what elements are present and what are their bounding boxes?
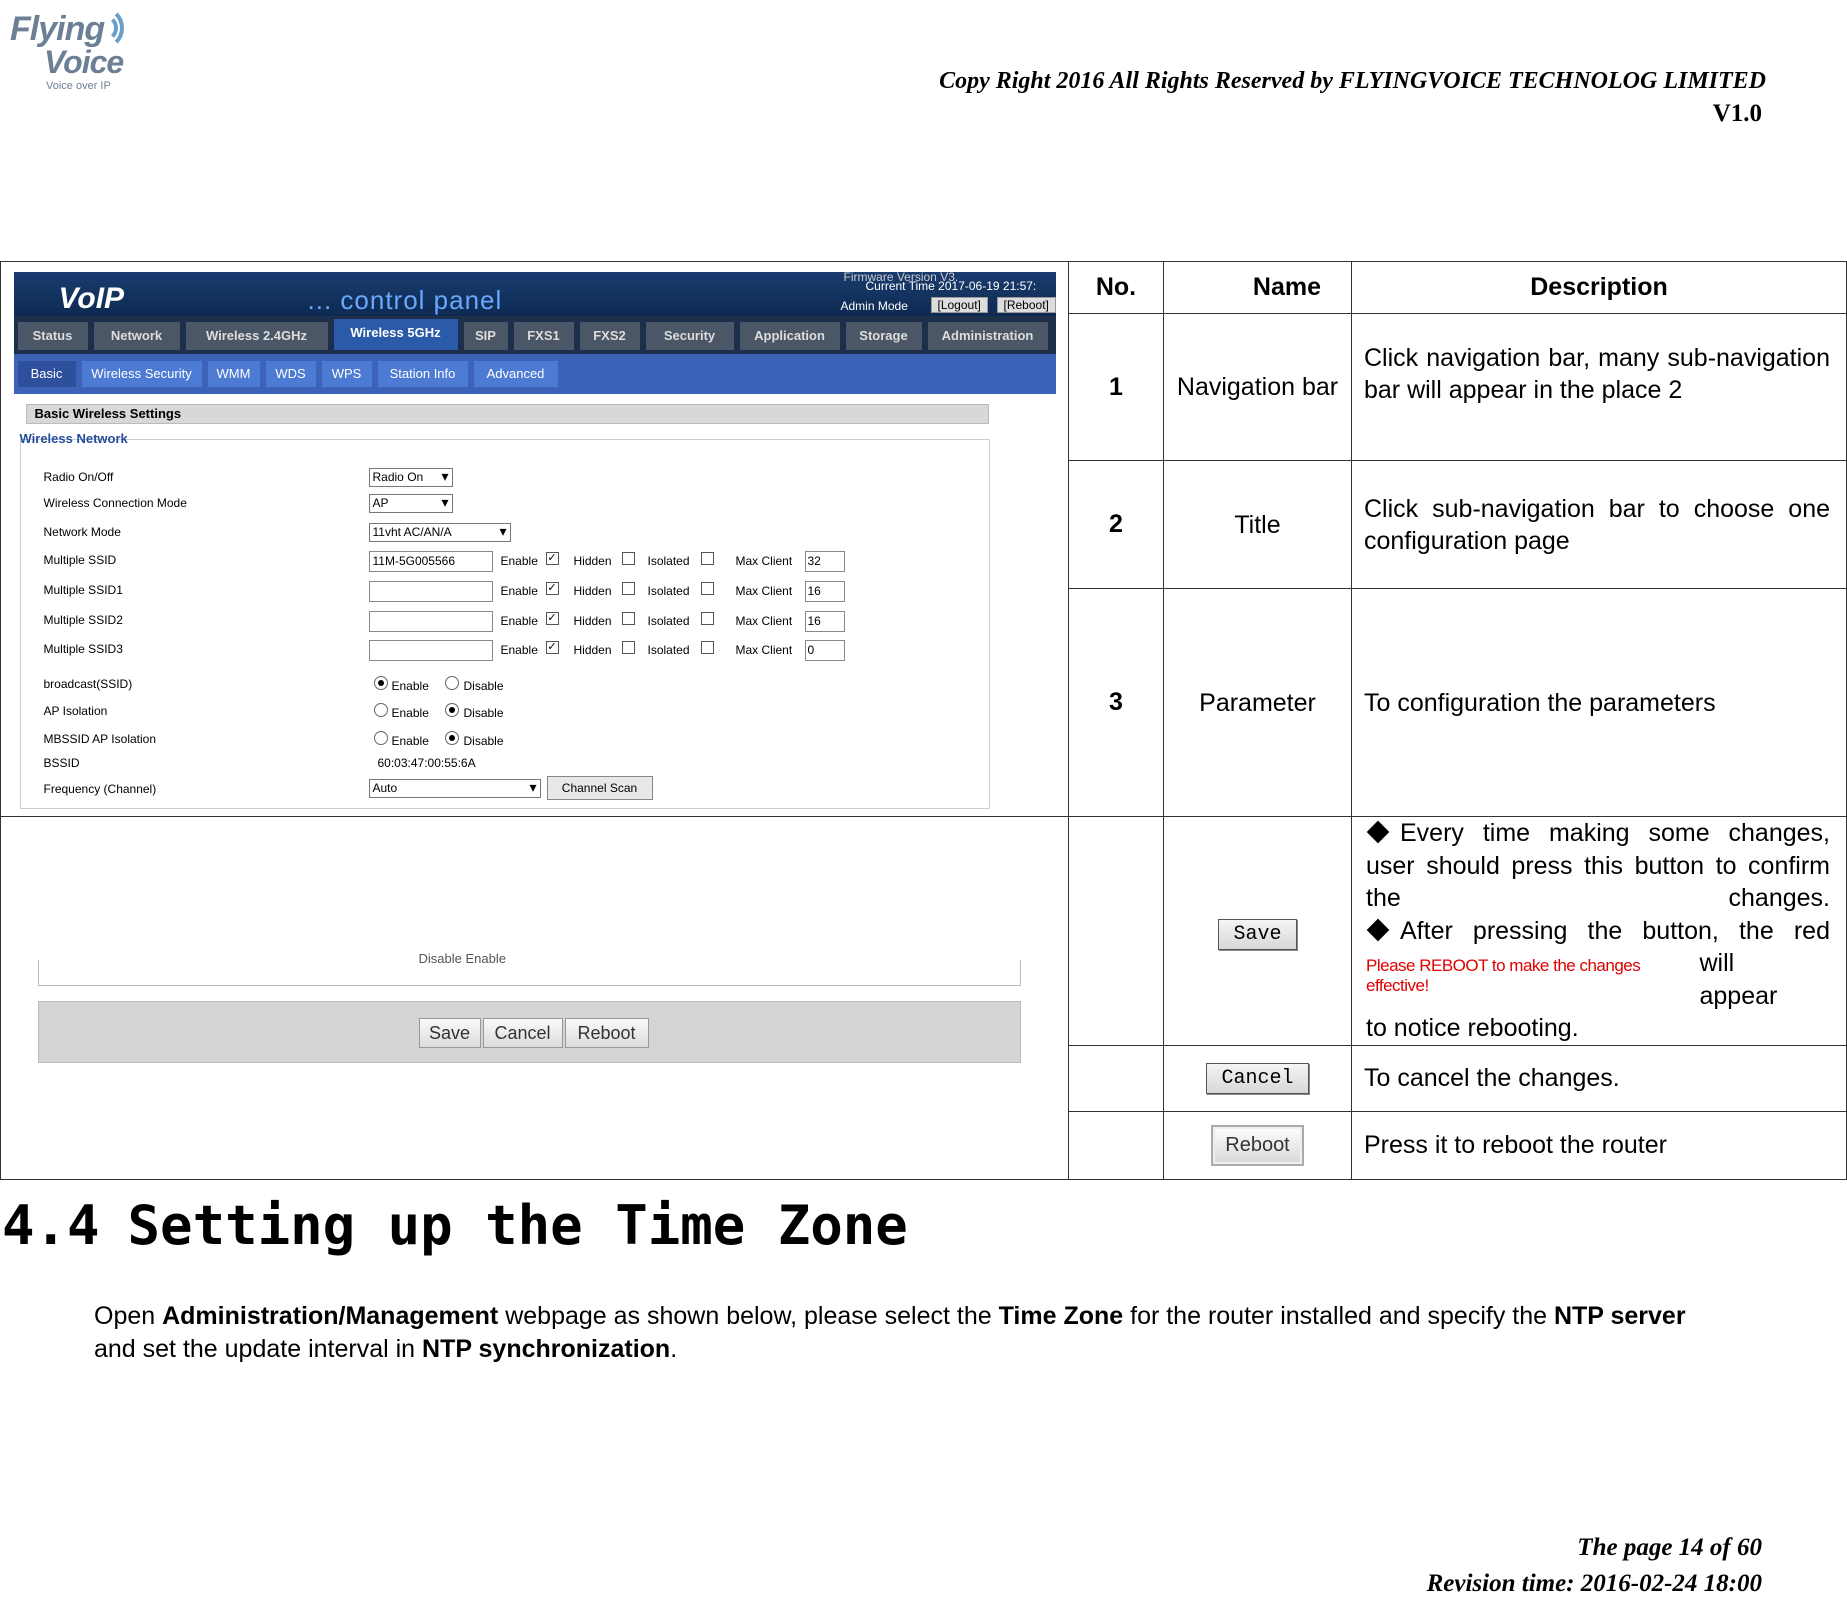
section-title: Setting up the Time Zone (127, 1194, 908, 1257)
row-description: To cancel the changes. (1352, 1045, 1847, 1111)
enable-label: Enable (500, 643, 538, 657)
version-text: V1.0 (1712, 100, 1762, 127)
row-name: Title (1164, 461, 1352, 589)
ap-iso-enable-radio[interactable] (374, 703, 388, 717)
tab-storage[interactable]: Storage (846, 322, 922, 350)
copyright-text: Copy Right 2016 All Rights Reserved by FLYINGVOICE TECHNOLOG LIMITED (939, 68, 1766, 94)
mbssid-label: MBSSID AP Isolation (43, 732, 156, 746)
save-button-image: Save (1218, 919, 1296, 950)
diamond-bullet-icon (1367, 918, 1390, 941)
tab-status[interactable]: Status (18, 322, 88, 350)
save-bullet-2-line3: to notice rebooting. (1366, 1014, 1579, 1042)
subtab-wireless-security[interactable]: Wireless Security (82, 361, 202, 387)
cp-logo: VoIP (58, 282, 125, 315)
row-description: Click sub-navigation bar to choose one configuration page (1352, 461, 1847, 589)
radio-label: Radio On/Off (43, 470, 114, 484)
cp-reboot-button[interactable]: [Reboot] (997, 297, 1056, 313)
cancel-button-image: Cancel (1206, 1063, 1308, 1094)
hidden-checkbox[interactable] (622, 612, 635, 625)
logo-tagline: Voice over IP (46, 80, 111, 92)
subtab-advanced[interactable]: Advanced (474, 361, 558, 387)
cp-group-title: Wireless Network (19, 431, 128, 446)
net-mode-select[interactable]: 11vht AC/AN/A ▾ (369, 523, 511, 542)
isolated-label: Isolated (647, 584, 690, 598)
reboot-button[interactable]: Reboot (565, 1018, 649, 1048)
enable-label: Enable (500, 554, 538, 568)
broadcast-label: broadcast(SSID) (43, 677, 133, 691)
max-client-input[interactable]: 0 (805, 640, 845, 661)
broadcast-enable-radio[interactable] (374, 676, 388, 690)
ssid1-label: Multiple SSID1 (43, 583, 123, 597)
net-mode-label: Network Mode (43, 525, 121, 539)
ap-iso-disable-radio[interactable] (445, 703, 459, 717)
max-client-label: Max Client (735, 554, 793, 568)
freq-label: Frequency (Channel) (43, 782, 157, 796)
mbssid-enable-radio[interactable] (374, 731, 388, 745)
enable-checkbox[interactable]: ✓ (547, 612, 557, 624)
cp-section-title: Basic Wireless Settings (26, 404, 989, 424)
max-client-label: Max Client (735, 643, 793, 657)
row-description: Click navigation bar, many sub-navigation bar will appear in the place 2 (1352, 314, 1847, 461)
isolated-label: Isolated (647, 554, 690, 568)
ssid-label: Multiple SSID (43, 553, 117, 567)
subtab-basic[interactable]: Basic (18, 361, 76, 387)
hidden-label: Hidden (573, 614, 612, 628)
ssid2-input[interactable] (369, 611, 493, 632)
ssid3-input[interactable] (369, 640, 493, 661)
mbssid-disable-radio[interactable] (445, 731, 459, 745)
row-no (1069, 1045, 1164, 1111)
bssid-label: BSSID (43, 756, 80, 770)
reboot-message: Please REBOOT to make the changes effective! (1366, 956, 1641, 995)
hidden-checkbox[interactable] (622, 582, 635, 595)
tab-wireless-5[interactable]: Wireless 5GHz (334, 319, 458, 350)
hidden-checkbox[interactable] (622, 641, 635, 654)
control-panel-screenshot (14, 272, 1056, 804)
isolated-checkbox[interactable] (701, 641, 714, 654)
enable-checkbox[interactable]: ✓ (547, 582, 557, 594)
row-description (1352, 817, 1847, 1046)
ssid-input[interactable]: 11M-5G005566 (369, 551, 493, 572)
row-no: 1 (1069, 314, 1164, 461)
disable-label: Disable (463, 706, 504, 720)
revision-time: Revision time: 2016-02-24 18:00 (1426, 1570, 1762, 1597)
tab-network[interactable]: Network (94, 322, 180, 350)
subtab-wds[interactable]: WDS (266, 361, 316, 387)
disable-label: Disable (463, 679, 504, 693)
row-name (1164, 1045, 1352, 1111)
row-name: Navigation bar (1164, 314, 1352, 461)
cp-admin-mode: Admin Mode (840, 299, 908, 313)
cp-header (14, 272, 1056, 316)
cancel-button[interactable]: Cancel (483, 1018, 563, 1048)
max-client-input[interactable]: 32 (805, 551, 845, 572)
screenshot2-cell (1, 817, 1069, 1180)
cp-firmware: Firmware Version V3. (843, 270, 959, 284)
disable-label: Disable (463, 734, 504, 748)
save-bullet-2-line2: Please REBOOT to make the changes effective! will appear (1366, 949, 1778, 1010)
cp-current-time: Current Time 2017-06-19 21:57: (865, 279, 1037, 293)
hidden-label: Hidden (573, 584, 612, 598)
cp-sub-tabs (14, 354, 1056, 394)
logo-text-voice: Voice (44, 44, 124, 80)
row-no: 3 (1069, 589, 1164, 817)
ssid1-input[interactable] (369, 581, 493, 602)
description-table (0, 261, 1847, 1180)
ssid3-label: Multiple SSID3 (43, 642, 123, 656)
cut-radio-text: Disable Enable (418, 950, 506, 966)
save-bullet-2: After pressing the button, the red (1366, 915, 1830, 948)
ap-isolation-label: AP Isolation (43, 704, 108, 718)
bssid-value: 60:03:47:00:55:6A (377, 756, 476, 770)
hidden-checkbox[interactable] (622, 552, 635, 565)
row-description: Press it to reboot the router (1352, 1111, 1847, 1179)
cp-logout-button[interactable]: [Logout] (931, 297, 988, 313)
row-no (1069, 817, 1164, 1046)
row-no: 2 (1069, 461, 1164, 589)
subtab-wps[interactable]: WPS (322, 361, 372, 387)
enable-label: Enable (391, 706, 429, 720)
row-no (1069, 1111, 1164, 1179)
enable-label: Enable (500, 614, 538, 628)
tab-sip[interactable]: SIP (464, 322, 508, 350)
conn-mode-select[interactable]: AP ▾ (369, 494, 453, 513)
broadcast-disable-radio[interactable] (445, 676, 459, 690)
cp-main-tabs (14, 316, 1056, 354)
logo-text-flying: Flying (10, 10, 105, 48)
save-bullet-1: Every time making some changes, user should press this button to confirm the changes. (1366, 819, 1830, 912)
page-footer (1427, 1530, 1762, 1602)
subtab-wmm[interactable]: WMM (208, 361, 260, 387)
reboot-button-image: Reboot (1211, 1125, 1304, 1166)
screenshot1-cell (1, 262, 1069, 817)
hidden-label: Hidden (573, 643, 612, 657)
row-name (1164, 817, 1352, 1046)
conn-mode-label: Wireless Connection Mode (43, 496, 187, 510)
isolated-checkbox[interactable] (701, 582, 714, 595)
subtab-station-info[interactable]: Station Info (378, 361, 468, 387)
isolated-label: Isolated (647, 643, 690, 657)
hidden-label: Hidden (573, 554, 612, 568)
tab-security[interactable]: Security (646, 322, 734, 350)
channel-scan-button[interactable]: Channel Scan (547, 776, 653, 800)
section-heading (2, 1194, 908, 1257)
enable-checkbox[interactable]: ✓ (547, 641, 557, 653)
tab-fxs1[interactable]: FXS1 (514, 322, 574, 350)
isolated-label: Isolated (647, 614, 690, 628)
tab-application[interactable]: Application (740, 322, 840, 350)
isolated-checkbox[interactable] (701, 552, 714, 565)
col-header-description: Description (1352, 262, 1847, 314)
cp-subtitle: ... control panel (307, 285, 503, 315)
enable-checkbox[interactable]: ✓ (547, 552, 557, 564)
max-client-label: Max Client (735, 584, 793, 598)
row-description: To configuration the parameters (1352, 589, 1847, 817)
row-name (1164, 1111, 1352, 1179)
flyingvoice-logo (8, 4, 124, 92)
section-number: 4.4 (2, 1194, 100, 1257)
col-header-no: No. (1069, 262, 1164, 314)
page-number: The page 14 of 60 (1577, 1534, 1762, 1561)
tab-administration[interactable]: Administration (928, 322, 1048, 350)
row-name: Parameter (1164, 589, 1352, 817)
save-button[interactable]: Save (419, 1018, 481, 1048)
max-client-label: Max Client (735, 614, 793, 628)
ssid2-label: Multiple SSID2 (43, 613, 123, 627)
col-header-name: Name (1164, 262, 1352, 314)
save-bar-screenshot (14, 873, 1056, 1123)
enable-label: Enable (500, 584, 538, 598)
tab-wireless-24[interactable]: Wireless 2.4GHz (186, 322, 328, 350)
button-bar (38, 1001, 1021, 1063)
enable-label: Enable (391, 679, 429, 693)
max-client-input[interactable]: 16 (805, 581, 845, 602)
cut-fieldset (38, 950, 1021, 986)
table-row (1, 817, 1847, 1046)
freq-select[interactable]: Auto ▾ (369, 779, 541, 798)
isolated-checkbox[interactable] (701, 612, 714, 625)
radio-select[interactable]: Radio On ▾ (369, 468, 453, 487)
enable-label: Enable (391, 734, 429, 748)
tab-fxs2[interactable]: FXS2 (580, 322, 640, 350)
diamond-bullet-icon (1367, 821, 1390, 844)
max-client-input[interactable]: 16 (805, 611, 845, 632)
section-paragraph: Open Administration/Management webpage as shown below, please select the Time Zone for the router installed and specify the NTP server and set the update interval in NTP synchronization. (94, 1302, 1686, 1363)
